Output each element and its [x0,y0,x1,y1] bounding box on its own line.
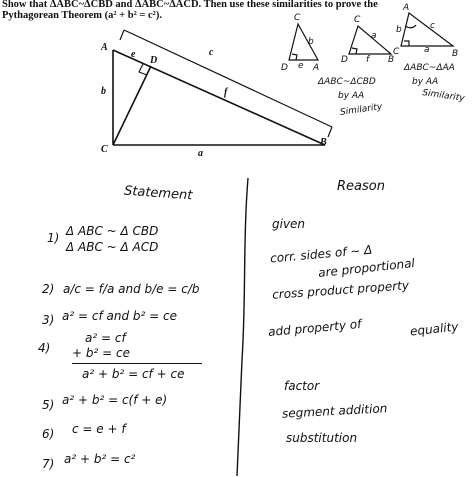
tri3-side-b-label: b [396,25,402,35]
similarity-note-2-line1: ΔABC~ΔAA [404,63,455,73]
vertex-c-label: C [101,144,108,155]
tri1-mid-label: e [298,61,304,71]
step-2-reason-b: are proportional [317,255,416,281]
step-6-reason: segment addition [281,401,388,421]
tri3-left-label: C [393,47,400,57]
side-b-label: b [101,86,106,97]
step-1-statement-b: Δ ABC ~ Δ ACD [66,240,159,254]
step-4-statement-c: a² + b² = cf + ce [82,367,185,381]
step-6-number: 6) [42,427,55,441]
step-4-reason-b: equality [409,319,460,339]
tri1-right-label: A [313,63,320,73]
tri1-top-label: C [294,13,301,23]
step-7-statement: a² + b² = c² [64,452,136,466]
step-6-statement: c = e + f [72,422,126,436]
tri2-side-label: a [371,31,377,41]
statement-header: Statement [123,183,193,204]
tri3-side-a-label: a [424,45,430,55]
step-4-statement-a: a² = cf [85,331,126,345]
segment-f-label: f [224,87,228,98]
step-5-number: 5) [42,398,55,412]
tri2-bottom-label: f [366,55,370,65]
step-5-statement: a² + b² = c(f + e) [62,393,168,407]
vertex-a-label: A [101,42,108,53]
sum-rule [72,363,202,364]
side-a-label: a [198,148,203,159]
tri2-top-label: C [354,15,361,25]
step-2-reason-a: corr. sides of ~ Δ [269,242,373,266]
step-4-reason-a: add property of [267,316,362,340]
step-7-reason: substitution [286,431,358,445]
tri2-left-label: D [341,55,348,65]
step-1-reason: given [272,217,306,231]
vertex-b-label: B [320,137,327,148]
tri1-side-label: b [308,37,314,47]
step-2-statement: a/c = f/a and b/e = c/b [63,282,200,296]
tri2-right-label: B [388,55,395,65]
segment-e-label: e [131,49,136,60]
step-1-statement-a: Δ ABC ~ Δ CBD [66,224,159,238]
step-7-number: 7) [42,457,55,471]
similarity-note-1-line2: by AA [338,91,365,101]
tri3-side-c-label: c [430,21,435,31]
step-4-number: 4) [38,341,51,355]
step-3-statement: a² = cf and b² = ce [62,309,177,323]
step-1-number: 1) [47,231,60,245]
step-5-reason: factor [284,379,320,393]
tri3-right-label: B [452,49,459,59]
vertex-d-label: D [150,55,158,66]
side-c-label: c [209,47,214,58]
similarity-note-2-line2: by AA [412,77,439,87]
problem-line-1: Show that ΔABC~ΔCBD and ΔABC~ΔACD. Then use these similarities to prove the [2,0,378,10]
problem-line-2: Pythagorean Theorem (a² + b² = c²). [2,10,162,21]
step-3-number: 3) [42,313,55,327]
similarity-note-1-line3: Similarity [339,102,383,118]
tri3-top-label: A [403,3,410,13]
step-3-reason: cross product property [271,278,410,302]
step-4-statement-b: + b² = ce [72,346,130,360]
tri1-left-label: D [281,63,288,73]
reason-header: Reason [337,179,385,194]
step-2-number: 2) [42,282,55,296]
similarity-note-2-line3: Similarity [421,88,466,104]
similarity-note-1-line1: ΔABC~ΔCBD [318,77,376,87]
